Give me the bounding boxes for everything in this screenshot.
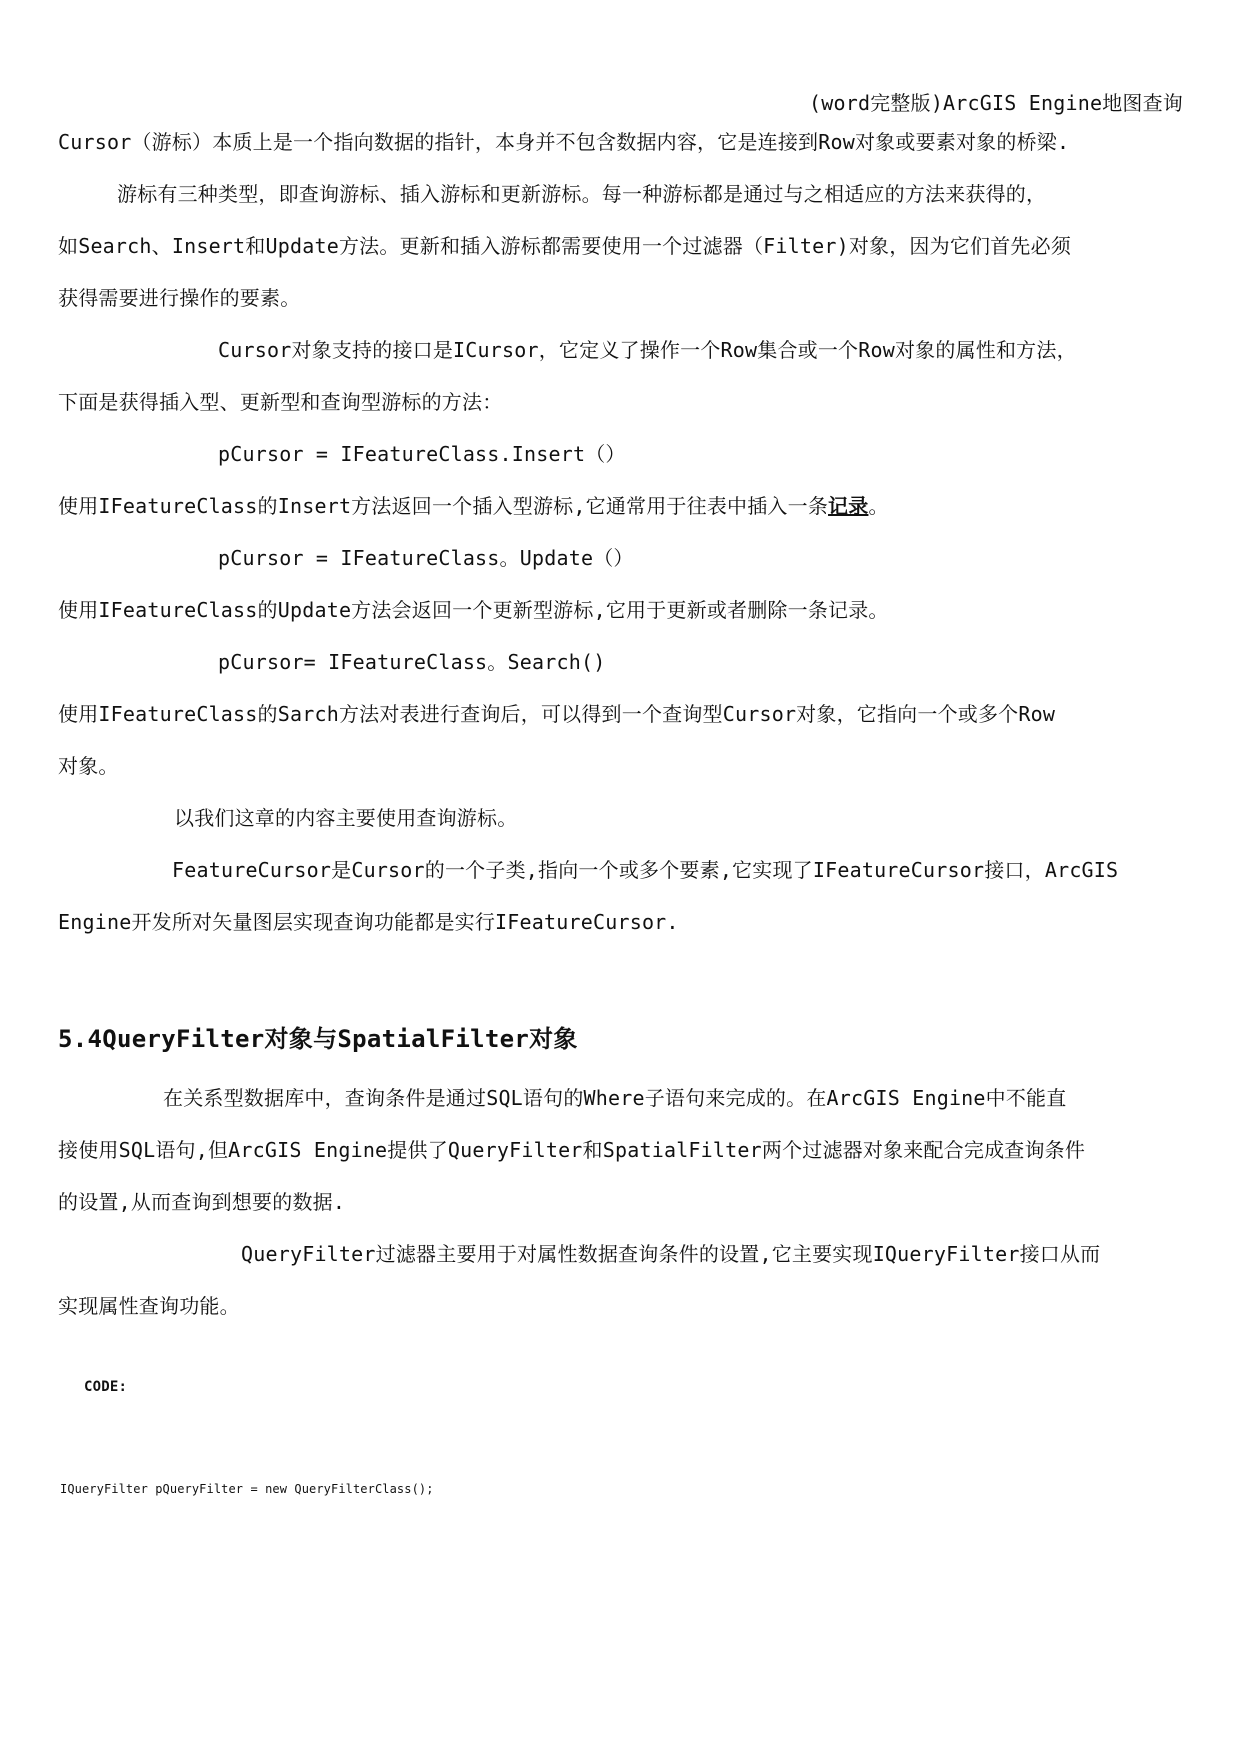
summary-line: 以我们这章的内容主要使用查询游标。	[174, 806, 518, 830]
featurecursor-line-1: FeatureCursor是Cursor的一个子类,指向一个或多个要素,它实现了IFeatureCursor接口，ArcGIS	[172, 858, 1119, 882]
insert-code-line: pCursor = IFeatureClass.Insert（）	[218, 442, 626, 466]
featurecursor-line-2: Engine开发所对矢量图层实现查询功能都是实行IFeatureCursor.	[58, 910, 679, 934]
search-description-line-2: 对象。	[58, 754, 119, 778]
code-sample-line: IQueryFilter pQueryFilter = new QueryFilterClass();	[60, 1482, 434, 1496]
record-link[interactable]: 记录	[828, 494, 869, 518]
queryfilter-intro-line-1: 在关系型数据库中，查询条件是通过SQL语句的Where子语句来完成的。在ArcGIS Engine中不能直	[163, 1086, 1067, 1110]
insert-description-suffix: 。	[868, 494, 889, 518]
search-code-line: pCursor= IFeatureClass。Search()	[218, 650, 606, 674]
cursor-types-line-2: 如Search、Insert和Update方法。更新和插入游标都需要使用一个过滤器（Filter)对象，因为它们首先必须	[58, 234, 1072, 258]
queryfilter-intro-line-3: 的设置,从而查询到想要的数据.	[58, 1190, 346, 1214]
cursor-types-line-3: 获得需要进行操作的要素。	[58, 286, 301, 310]
section-heading: 5.4QueryFilter对象与SpatialFilter对象	[58, 1025, 578, 1053]
insert-description-prefix: 使用IFeatureClass的Insert方法返回一个插入型游标,它通常用于往表中插入一条	[58, 494, 829, 518]
cursor-types-line-1: 游标有三种类型，即查询游标、插入游标和更新游标。每一种游标都是通过与之相适应的方法来获得的，	[117, 182, 1047, 206]
code-label: CODE:	[84, 1379, 128, 1395]
update-code-line: pCursor = IFeatureClass。Update（）	[218, 546, 634, 570]
icursor-line-2: 下面是获得插入型、更新型和查询型游标的方法：	[58, 390, 503, 414]
page-header: (word完整版)ArcGIS Engine地图查询	[809, 91, 1183, 115]
cursor-intro-line-1: Cursor（游标）本质上是一个指向数据的指针，本身并不包含数据内容，它是连接到Row对象或要素对象的桥梁.	[58, 130, 1070, 154]
queryfilter-usage-line-2: 实现属性查询功能。	[58, 1294, 240, 1318]
insert-description	[58, 492, 889, 520]
queryfilter-intro-line-2: 接使用SQL语句,但ArcGIS Engine提供了QueryFilter和SpatialFilter两个过滤器对象来配合完成查询条件	[58, 1138, 1086, 1162]
update-description: 使用IFeatureClass的Update方法会返回一个更新型游标,它用于更新或者删除一条记录。	[58, 598, 889, 622]
queryfilter-usage-line-1: QueryFilter过滤器主要用于对属性数据查询条件的设置,它主要实现IQueryFilter接口从而	[241, 1242, 1101, 1266]
search-description-line-1: 使用IFeatureClass的Sarch方法对表进行查询后，可以得到一个查询型Cursor对象，它指向一个或多个Row	[58, 702, 1056, 726]
icursor-line-1: Cursor对象支持的接口是ICursor，它定义了操作一个Row集合或一个Row对象的属性和方法，	[218, 338, 1077, 362]
